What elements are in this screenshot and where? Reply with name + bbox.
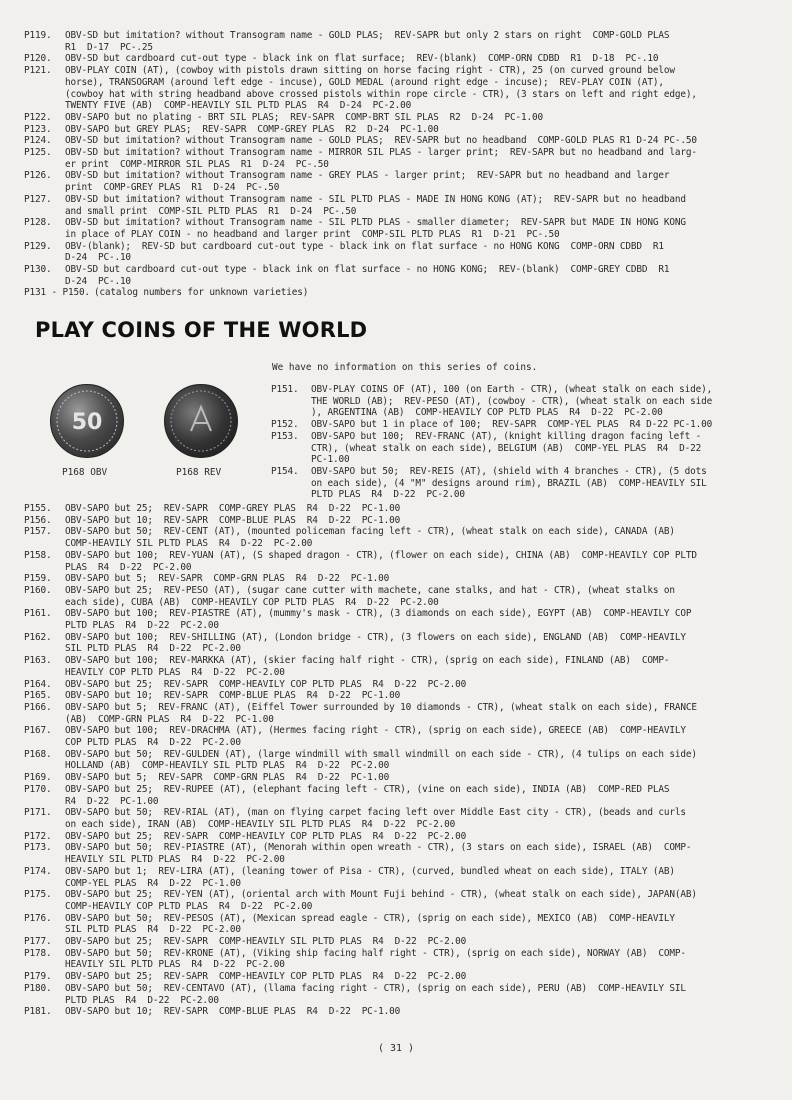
- entry-text: OBV-PLAY COINS OF (AT), 100 (on Earth - CTR), (wheat stalk on each side), THE WORLD (AB); REV-PESO (AT), (cowboy - CTR), (wheat stalk on each side ), ARGENTINA (AB) COMP-HEAVILY COP PLTD PLAS R4 D-22 PC-2.00: [311, 384, 713, 419]
- catalog-entry: [24, 784, 774, 807]
- entry-number: P156.: [24, 514, 52, 526]
- entry-number: P180.: [24, 982, 52, 994]
- catalog-entry: [24, 241, 774, 264]
- entry-number: P153.: [271, 430, 299, 442]
- catalog-entry: [271, 431, 774, 466]
- entry-number: P177.: [24, 936, 52, 948]
- caption-reverse: P168 REV: [176, 467, 222, 478]
- entry-number: P159.: [24, 573, 52, 585]
- catalog-entry: [271, 466, 774, 501]
- entry-number: P128.: [24, 217, 52, 229]
- catalog-entry: [24, 573, 774, 585]
- entry-text: OBV-SAPO but 50; REV-PESOS (AT), (Mexican spread eagle - CTR), (sprig on each side), MEXICO (AB) COMP-HEAVILY SIL PLTD PLAS R4 D-22 PC-2.00: [65, 912, 675, 936]
- catalog-entry: [24, 53, 774, 65]
- entry-number: P152.: [271, 419, 299, 431]
- entry-number: P181.: [24, 1006, 52, 1018]
- catalog-entry: [24, 608, 774, 631]
- coin-obverse-image: [50, 384, 124, 458]
- catalog-entry: [24, 264, 774, 287]
- entry-number: P154.: [271, 465, 299, 477]
- entry-text: OBV-SAPO but GREY PLAS; REV-SAPR COMP-GREY PLAS R2 D-24 PC-1.00: [65, 123, 439, 135]
- catalog-entry: [24, 749, 774, 772]
- entry-number: P122.: [24, 111, 52, 123]
- caption-obverse: P168 OBV: [62, 467, 108, 478]
- entry-number: P119.: [24, 30, 52, 41]
- entry-number: P157.: [24, 526, 52, 538]
- catalog-entry: [24, 772, 774, 784]
- entry-text: OBV-SAPO but 50; REV-KRONE (AT), (Viking ship facing half right - CTR), (sprig on each side), NORWAY (AB) COMP- HEAVILY SIL PLTD PLAS R4 D-22 PC-2.00: [65, 947, 686, 971]
- catalog-entry: [24, 287, 774, 299]
- entry-text: OBV-SAPO but 100; REV-DRACHMA (AT), (Hermes facing right - CTR), (sprig on each side), GREECE (AB) COMP-HEAVILY COP PLTD PLAS R4 D-22 PC-2.00: [65, 725, 686, 749]
- catalog-entry: [24, 112, 774, 124]
- entry-text: OBV-SD but imitation? without Transogram name - GOLD PLAS; REV-SAPR but only 2 stars on right COMP-GOLD PLAS R1 D-17 PC-.25: [65, 30, 670, 53]
- bottom-entries-list: [24, 503, 774, 1018]
- entry-number: P125.: [24, 147, 52, 159]
- catalog-entry: [24, 655, 774, 678]
- entry-number: P161.: [24, 608, 52, 620]
- catalog-entry: [24, 503, 774, 515]
- section-title: PLAY COINS OF THE WORLD: [35, 318, 368, 342]
- entry-text: OBV-SAPO but no plating - BRT SIL PLAS; REV-SAPR COMP-BRT SIL PLAS R2 D-24 PC-1.00: [65, 111, 543, 123]
- catalog-entry: [24, 1006, 774, 1018]
- entry-number: P170.: [24, 783, 52, 795]
- entry-number: P173.: [24, 842, 52, 854]
- entry-text: (catalog numbers for unknown varieties): [93, 287, 309, 299]
- entry-text: OBV-SAPO but 50; REV-REIS (AT), (shield with 4 branches - CTR), (5 dots on each side), (4 "M" designs around rim), BRAZIL (AB) COMP-HEAVILY SIL PLTD PLAS R4 D-22 PC-2.00: [311, 465, 707, 501]
- entry-number: P178.: [24, 947, 52, 959]
- entry-number: P165.: [24, 690, 52, 702]
- entry-number: P131 - P150.: [24, 287, 90, 299]
- entry-text: OBV-SAPO but 25; REV-SAPR COMP-HEAVILY SIL PLTD PLAS R4 D-22 PC-2.00: [65, 936, 467, 948]
- entry-text: OBV-SAPO but 25; REV-SAPR COMP-HEAVILY COP PLTD PLAS R4 D-22 PC-2.00: [65, 971, 467, 983]
- catalog-entry: [271, 384, 774, 419]
- entry-text: OBV-SD but cardboard cut-out type - black ink on flat surface - no HONG KONG; REV-(blank) COMP-GREY CDBD R1 D-24 PC-.10: [65, 264, 670, 287]
- entry-text: OBV-SD but cardboard cut-out type - black ink on flat surface; REV-(blank) COMP-ORN CDBD R1 D-18 PC-.10: [65, 53, 659, 65]
- entry-number: P160.: [24, 584, 52, 596]
- right-column-entries: [271, 384, 774, 501]
- entry-text: OBV-PLAY COIN (AT), (cowboy with pistols drawn sitting on horse facing right - CTR), 25 (on curved ground below horse), TRANSOGRAM (around left edge - incuse), GOLD MEDAL (around right edge - incuse); REV-PLAY COIN (AT), (cowboy hat with string headband above crossed pistols within rope circle - CTR), (3 stars on left and right edge), TWENTY FIVE (AB) COMP-HEAVILY SIL PLTD PLAS R4 D-24 PC-2.00: [65, 65, 697, 112]
- entry-number: P155.: [24, 503, 52, 514]
- entry-number: P151.: [271, 384, 299, 395]
- entry-number: P168.: [24, 748, 52, 760]
- catalog-entry: [24, 983, 774, 1006]
- catalog-entry: [24, 30, 774, 53]
- entry-text: OBV-SD but imitation? without Transogram name - MIRROR SIL PLAS - larger print; REV-SAPR but no headband and larg- er print COMP-MIRROR SIL PLAS R1 D-24 PC-.50: [65, 147, 697, 170]
- entry-number: P120.: [24, 53, 52, 65]
- catalog-entry: [24, 971, 774, 983]
- entry-number: P127.: [24, 193, 52, 205]
- entry-text: OBV-SAPO but 1 in place of 100; REV-SAPR COMP-YEL PLAS R4 D-22 PC-1.00: [311, 419, 713, 431]
- catalog-entry: [24, 632, 774, 655]
- entry-text: OBV-SAPO but 25; REV-SAPR COMP-HEAVILY COP PLTD PLAS R4 D-22 PC-2.00: [65, 830, 467, 842]
- entry-text: OBV-SAPO but 100; REV-PIASTRE (AT), (mummy's mask - CTR), (3 diamonds on each side), EGYPT (AB) COMP-HEAVILY COP PLTD PLAS R4 D-22 PC-2.00: [65, 608, 692, 632]
- catalog-entry: [24, 217, 774, 240]
- catalog-entry: [271, 419, 774, 431]
- top-entries-list: [24, 30, 774, 299]
- entry-number: P174.: [24, 865, 52, 877]
- entry-text: OBV-SAPO but 25; REV-PESO (AT), (sugar cane cutter with machete, cane stalks, and hat - CTR), (wheat stalks on each side), CUBA (AB) COMP-HEAVILY COP PLTD PLAS R4 D-22 PC-2.00: [65, 584, 675, 608]
- catalog-entry: [24, 842, 774, 865]
- catalog-entry: [24, 936, 774, 948]
- entry-text: OBV-SAPO but 10; REV-SAPR COMP-BLUE PLAS R4 D-22 PC-1.00: [65, 1006, 401, 1018]
- entry-number: P121.: [24, 65, 52, 77]
- entry-number: P171.: [24, 807, 52, 819]
- catalog-entry: [24, 889, 774, 912]
- entry-number: P129.: [24, 240, 52, 252]
- catalog-entry: [24, 725, 774, 748]
- catalog-entry: [24, 948, 774, 971]
- coin-reverse-image: [164, 384, 238, 458]
- entry-text: OBV-SD but imitation? without Transogram name - SIL PLTD PLAS - MADE IN HONG KONG (AT); REV-SAPR but no headband and small print COMP-SIL PLTD PLAS R1 D-24 PC-.50: [65, 193, 686, 217]
- entry-text: OBV-SAPO but 10; REV-SAPR COMP-BLUE PLAS R4 D-22 PC-1.00: [65, 690, 401, 702]
- entry-text: OBV-SAPO but 100; REV-MARKKA (AT), (skier facing half right - CTR), (sprig on each side), FINLAND (AB) COMP- HEAVILY COP PLTD PLAS R4 D-22 PC-2.00: [65, 655, 670, 678]
- catalog-entry: [24, 65, 774, 112]
- entry-text: OBV-SAPO but 25; REV-RUPEE (AT), (elephant facing left - CTR), (vine on each side), INDIA (AB) COMP-RED PLAS R4 D-22 PC-1.00: [65, 783, 670, 807]
- catalog-entry: [24, 170, 774, 193]
- entry-text: OBV-(blank); REV-SD but cardboard cut-out type - black ink on flat surface - no HONG KONG COMP-ORN CDBD R1 D-24 PC-.10: [65, 240, 664, 264]
- catalog-entry: [24, 147, 774, 170]
- catalog-entry: [24, 515, 774, 527]
- entry-number: P167.: [24, 725, 52, 737]
- catalog-entry: [24, 194, 774, 217]
- page-number: ( 31 ): [377, 1043, 415, 1054]
- catalog-entry: [24, 831, 774, 843]
- catalog-entry: [24, 526, 774, 549]
- entry-text: OBV-SAPO but 50; REV-CENTAVO (AT), (llama facing right - CTR), (sprig on each side), PERU (AB) COMP-HEAVILY SIL PLTD PLAS R4 D-22 PC-2.00: [65, 982, 686, 1006]
- catalog-entry: [24, 550, 774, 573]
- entry-text: OBV-SAPO but 25; REV-SAPR COMP-HEAVILY COP PLTD PLAS R4 D-22 PC-2.00: [65, 678, 467, 690]
- entry-text: OBV-SD but imitation? without Transogram name - GOLD PLAS; REV-SAPR but no headband COMP-GOLD PLAS R1 D-24 PC-.50: [65, 135, 697, 147]
- entry-number: P123.: [24, 123, 52, 135]
- entry-text: OBV-SAPO but 100; REV-YUAN (AT), (S shaped dragon - CTR), (flower on each side), CHINA (AB) COMP-HEAVILY COP PLTD PLAS R4 D-22 PC-2.00: [65, 549, 697, 573]
- catalog-entry: [24, 807, 774, 830]
- entry-text: OBV-SD but imitation? without Transogram name - GREY PLAS - larger print; REV-SAPR but no headband and larger print COMP-GREY PLAS R1 D-24 PC-.50: [65, 170, 670, 194]
- entry-text: OBV-SD but imitation? without Transogram name - SIL PLTD PLAS - smaller diameter; REV-SAPR but MADE IN HONG KONG in place of PLAY COIN - no headband and larger print COMP-SIL PLTD PLAS R1 D-21 PC-.50: [65, 217, 686, 240]
- coin-value-label: 50: [71, 410, 103, 435]
- entry-text: OBV-SAPO but 50; REV-GULDEN (AT), (large windmill with small windmill on each side - CTR), (4 tulips on each side) HOLLAND (AB) COMP-HEAVILY SIL PLTD PLAS R4 D-22 PC-2.00: [65, 748, 697, 772]
- catalog-entry: [24, 679, 774, 691]
- entry-text: OBV-SAPO but 5; REV-SAPR COMP-GRN PLAS R4 D-22 PC-1.00: [65, 573, 390, 585]
- entry-text: OBV-SAPO but 100; REV-SHILLING (AT), (London bridge - CTR), (3 flowers on each side), ENGLAND (AB) COMP-HEAVILY SIL PLTD PLAS R4 D-22 PC-2.00: [65, 631, 686, 655]
- entry-text: OBV-SAPO but 50; REV-CENT (AT), (mounted policeman facing left - CTR), (wheat stalk on each side), CANADA (AB) COMP-HEAVILY SIL PLTD PLAS R4 D-22 PC-2.00: [65, 526, 675, 550]
- entry-number: P172.: [24, 830, 52, 842]
- entry-text: OBV-SAPO but 25; REV-SAPR COMP-GREY PLAS R4 D-22 PC-1.00: [65, 503, 401, 514]
- entry-text: OBV-SAPO but 100; REV-FRANC (AT), (knight killing dragon facing left - CTR), (wheat stalk on each side), BELGIUM (AB) COMP-YEL PLAS R4 D-22 PC-1.00: [311, 430, 702, 466]
- entry-number: P130.: [24, 264, 52, 276]
- intro-text: We have no information on this series of coins.: [272, 362, 538, 373]
- catalog-entry: [24, 135, 774, 147]
- entry-number: P124.: [24, 135, 52, 147]
- entry-number: P164.: [24, 678, 52, 690]
- entry-number: P179.: [24, 971, 52, 983]
- catalog-entry: [24, 702, 774, 725]
- entry-text: OBV-SAPO but 50; REV-RIAL (AT), (man on flying carpet facing left over Middle East city - CTR), (beads and curls on each side), IRAN (AB) COMP-HEAVILY SIL PLTD PLAS R4 D-22 PC-2.00: [65, 807, 686, 830]
- entry-number: P169.: [24, 772, 52, 784]
- entry-text: OBV-SAPO but 5; REV-SAPR COMP-GRN PLAS R4 D-22 PC-1.00: [65, 772, 390, 784]
- catalog-entry: [24, 124, 774, 136]
- entry-text: OBV-SAPO but 10; REV-SAPR COMP-BLUE PLAS R4 D-22 PC-1.00: [65, 514, 401, 526]
- entry-text: OBV-SAPO but 1; REV-LIRA (AT), (leaning tower of Pisa - CTR), (curved, bundled wheat on each side), ITALY (AB) COMP-YEL PLAS R4 D-22 PC-1.00: [65, 865, 675, 889]
- entry-number: P126.: [24, 170, 52, 182]
- entry-number: P162.: [24, 631, 52, 643]
- entry-text: OBV-SAPO but 5; REV-FRANC (AT), (Eiffel Tower surrounded by 10 diamonds - CTR), (wheat stalk on each side), FRANCE (AB) COMP-GRN PLAS R4 D-22 PC-1.00: [65, 701, 697, 725]
- entry-text: OBV-SAPO but 50; REV-PIASTRE (AT), (Menorah within open wreath - CTR), (3 stars on each side), ISRAEL (AB) COMP- HEAVILY SIL PLTD PLAS R4 D-22 PC-2.00: [65, 842, 692, 866]
- entry-number: P158.: [24, 549, 52, 561]
- entry-number: P176.: [24, 912, 52, 924]
- catalog-entry: [24, 585, 774, 608]
- entry-number: P163.: [24, 655, 52, 667]
- catalog-entry: [24, 866, 774, 889]
- entry-number: P175.: [24, 889, 52, 901]
- entry-number: P166.: [24, 701, 52, 713]
- catalog-entry: [24, 913, 774, 936]
- entry-text: OBV-SAPO but 25; REV-YEN (AT), (oriental arch with Mount Fuji behind - CTR), (wheat stalk on each side), JAPAN(AB) COMP-HEAVILY COP PLTD PLAS R4 D-22 PC-2.00: [65, 889, 697, 912]
- catalog-entry: [24, 690, 774, 702]
